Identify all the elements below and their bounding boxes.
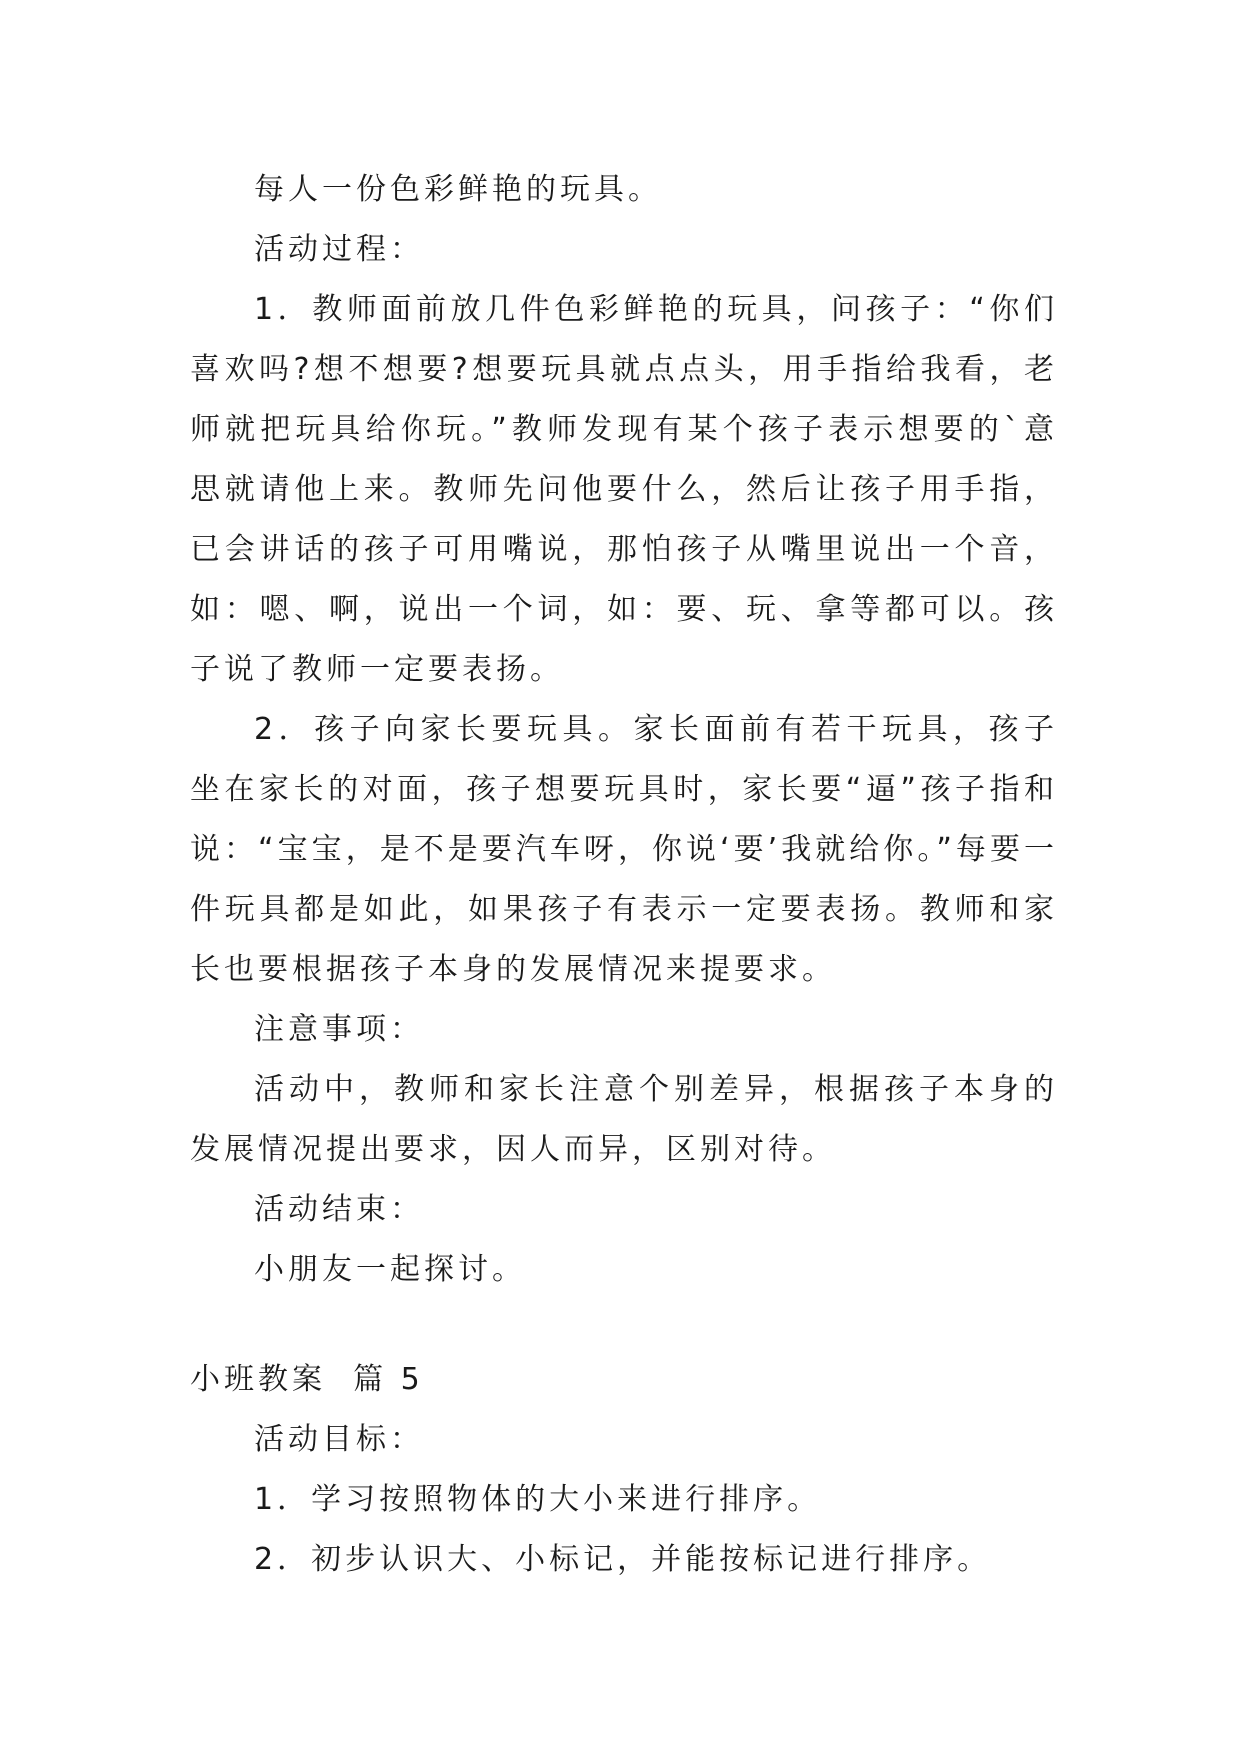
section-heading: 小班教案 篇 5 — [190, 1362, 424, 1397]
paragraph-goal-1: 1．学习按照物体的大小来进行排序。 — [254, 1482, 822, 1517]
paragraph-end-title: 活动结束： — [254, 1192, 424, 1227]
paragraph-process-title: 活动过程： — [254, 232, 424, 267]
paragraph-goal-title: 活动目标： — [254, 1422, 424, 1457]
paragraph-step-2: 2．孩子向家长要玩具。家长面前有若干玩具，孩子坐在家长的对面，孩子想要玩具时，家长要“逼”孩子指和说：“宝宝，是不是要汽车呀，你说‘要’我就给你。”每要一件玩具都是如此，如果孩子有表示一定要表扬。教师和家长也要根据孩子本身的发展情况来提要求。 — [190, 712, 1058, 987]
paragraph-end: 小朋友一起探讨。 — [254, 1252, 526, 1287]
paragraph-goal-2: 2．初步认识大、小标记，并能按标记进行排序。 — [254, 1542, 992, 1577]
paragraph-notes-title: 注意事项： — [254, 1012, 424, 1047]
paragraph-materials: 每人一份色彩鲜艳的玩具。 — [254, 172, 662, 207]
paragraph-step-1: 1．教师面前放几件色彩鲜艳的玩具，问孩子：“你们喜欢吗?想不想要?想要玩具就点点头，用手指给我看，老师就把玩具给你玩。”教师发现有某个孩子表示想要的`意思就请他上来。教师先问他要什么，然后让孩子用手指，已会讲话的孩子可用嘴说，那怕孩子从嘴里说出一个音，如：嗯、啊，说出一个词，如：要、玩、拿等都可以。孩子说了教师一定要表扬。 — [190, 292, 1058, 687]
paragraph-notes: 活动中，教师和家长注意个别差异，根据孩子本身的发展情况提出要求，因人而异，区别对待。 — [190, 1072, 1058, 1167]
document-body — [190, 160, 1058, 1590]
